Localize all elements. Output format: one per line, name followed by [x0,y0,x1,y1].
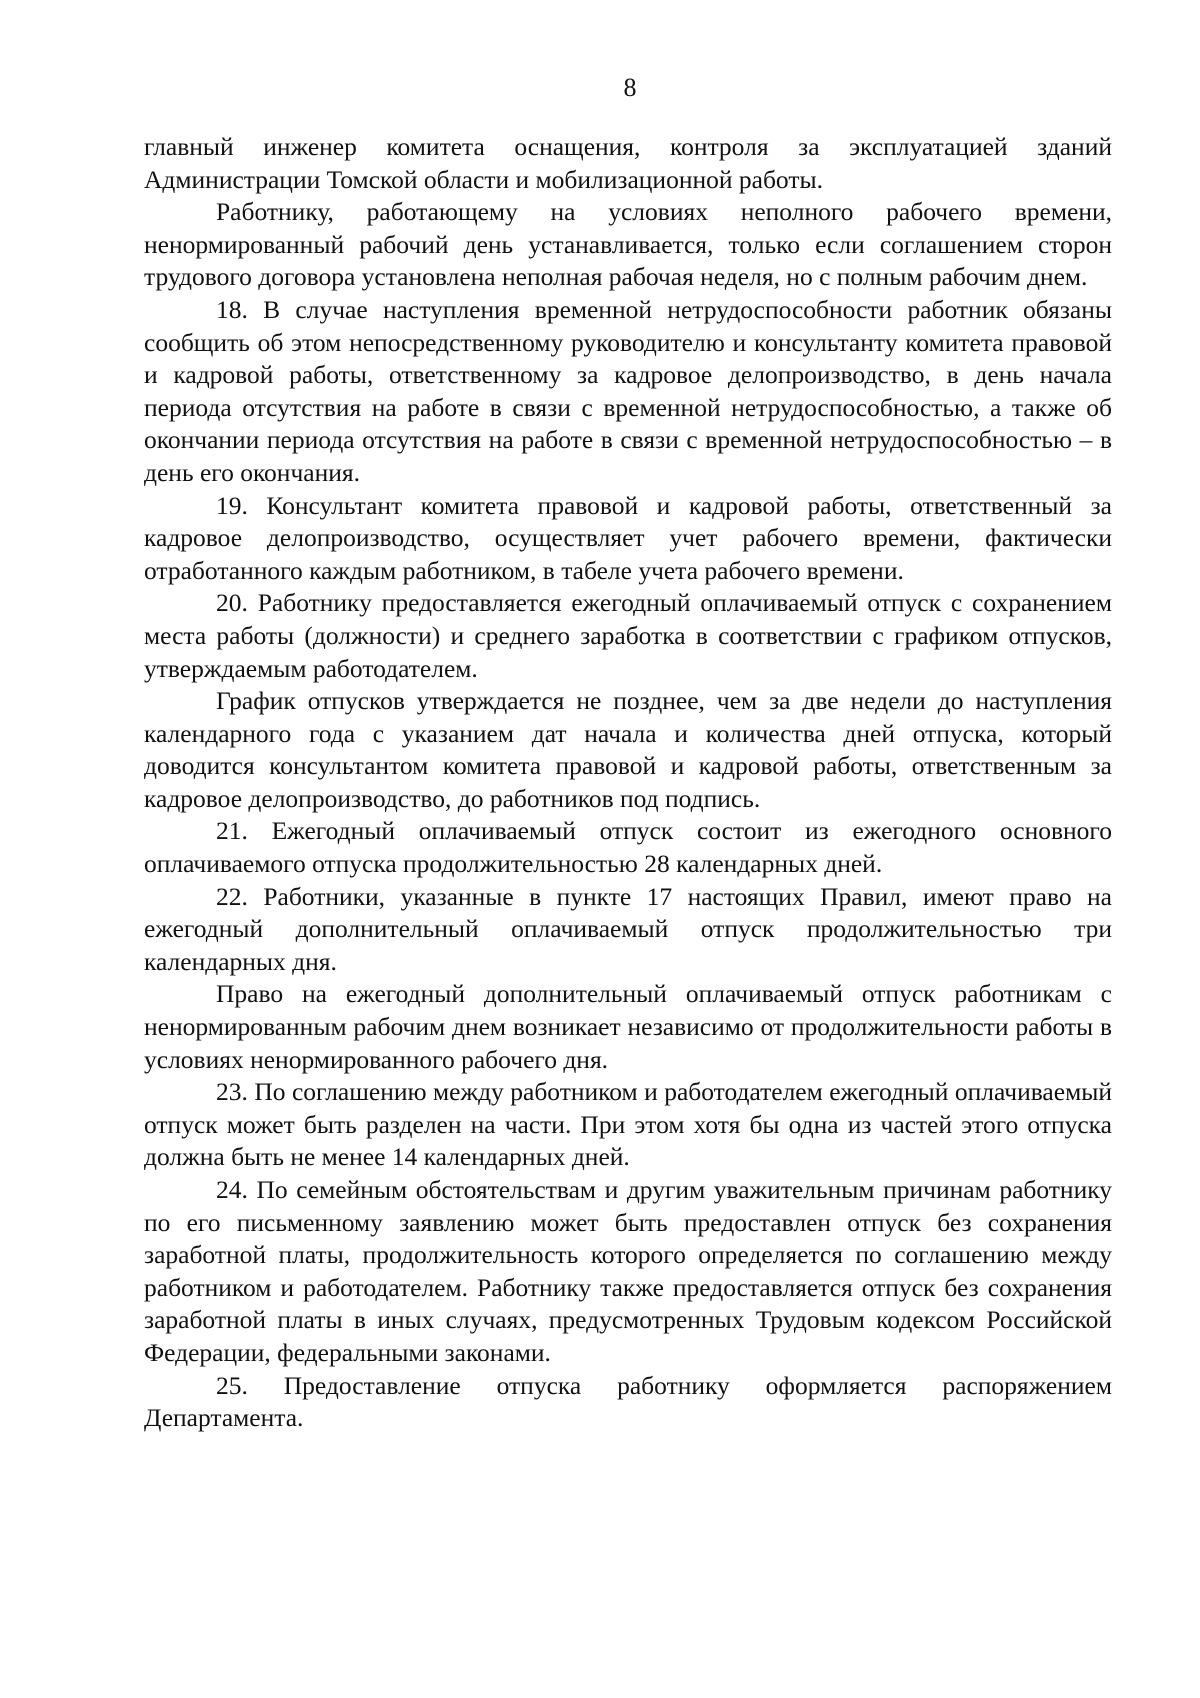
paragraph-item-20: 20. Работнику предоставляется ежегодный оплачиваемый отпуск с сохранением места работы (должности) и среднего заработка в соответствии с графиком отпусков, утверждаемым работодателем. [144,588,1112,683]
paragraph-item-24: 24. По семейным обстоятельствам и другим уважительным причинам работнику по его письменному заявлению может быть предоставлен отпуск без сохранения заработной платы, продолжительность которого определяется по соглашению между работником и работодателем. Работнику также предоставляется отпуск без сохранения заработной платы в иных случаях, предусмотренных Трудовым кодексом Российской Федерации, федеральными законами. [144,1175,1112,1367]
paragraph-vacation-schedule: График отпусков утверждается не позднее, чем за две недели до наступления календарного года с указанием дат начала и количества дней отпуска, который доводится консультантом комитета правовой и кадровой работы, ответственным за кадровое делопроизводство, до работников под подпись. [144,686,1112,813]
page-number: 8 [623,73,637,102]
paragraph-item-19: 19. Консультант комитета правовой и кадровой работы, ответственный за кадровое делопроизводство, осуществляет учет рабочего времени, фактически отработанного каждым работником, в табеле учета рабочего времени. [144,490,1112,585]
paragraph-additional-leave-right: Право на ежегодный дополнительный оплачиваемый отпуск работникам с ненормированным рабочим днем возникает независимо от продолжительности работы в условиях ненормированного рабочего дня. [144,979,1112,1074]
paragraph-item-21: 21. Ежегодный оплачиваемый отпуск состоит из ежегодного основного оплачиваемого отпуска продолжительностью 28 календарных дней. [144,816,1112,879]
paragraph-item-25: 25. Предоставление отпуска работнику оформляется распоряжением Департамента. [144,1370,1112,1433]
paragraph-item-22: 22. Работники, указанные в пункте 17 настоящих Правил, имеют право на ежегодный дополнительный оплачиваемый отпуск продолжительностью три календарных дня. [144,881,1112,976]
paragraph-item-23: 23. По соглашению между работником и работодателем ежегодный оплачиваемый отпуск может быть разделен на части. При этом хотя бы одна из частей этого отпуска должна быть не менее 14 календарных дней. [144,1077,1112,1172]
document-body [144,131,1112,1435]
paragraph-part-time-workers: Работнику, работающему на условиях неполного рабочего времени, ненормированный рабочий день устанавливается, только если соглашением сторон трудового договора установлена неполная рабочая неделя, но с полным рабочим днем. [144,197,1112,292]
paragraph-continuation-chief-engineer: главный инженер комитета оснащения, контроля за эксплуатацией зданий Администрации Томской области и мобилизационной работы. [144,132,1112,194]
paragraph-item-18: 18. В случае наступления временной нетрудоспособности работник обязаны сообщить об этом непосредственному руководителю и консультанту комитета правовой и кадровой работы, ответственному за кадровое делопроизводство, в день начала периода отсутствия на работе в связи с временной нетрудоспособностью, а также об окончании периода отсутствия на работе в связи с временной нетрудоспособностью – в день его окончания. [144,294,1112,487]
